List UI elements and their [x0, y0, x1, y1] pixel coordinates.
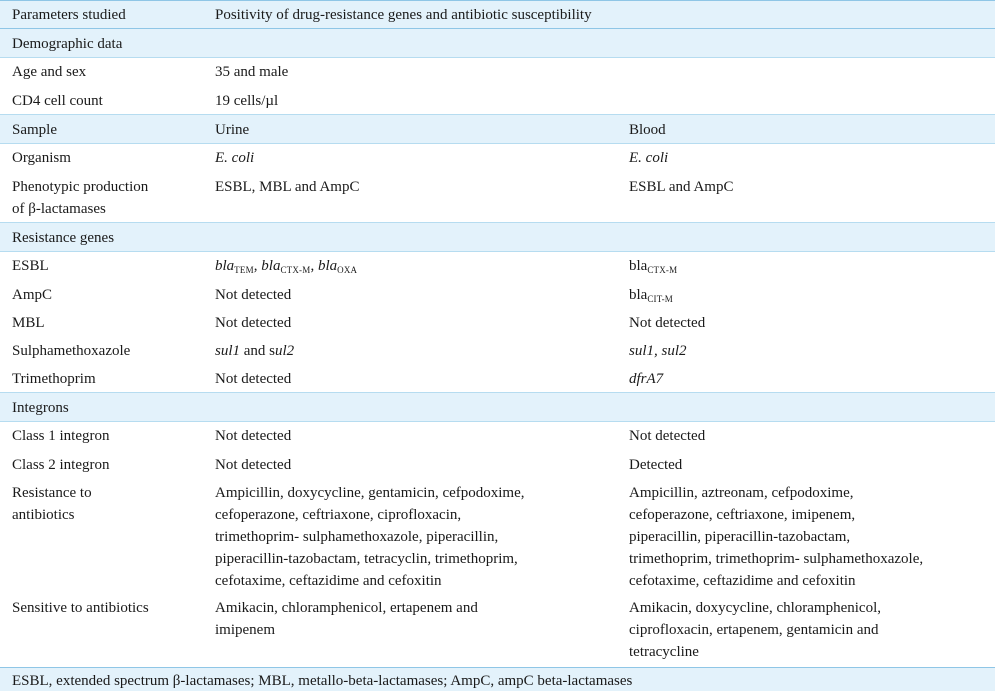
header-positivity: Positivity of drug-resistance genes and antibiotic susceptibility — [203, 1, 995, 29]
ampc-blood: bla$_{CIT-M}$ — [629, 286, 673, 304]
class2-label: Class 2 integron — [12, 456, 110, 473]
row-esbl — [0, 252, 995, 281]
row-age-sex — [0, 58, 995, 87]
sample-blood: Blood — [617, 115, 995, 144]
section-demographic — [0, 29, 995, 58]
row-trimethoprim — [0, 365, 995, 393]
row-cd4 — [0, 87, 995, 115]
section-integrons — [0, 393, 995, 422]
mbl-label: MBL — [12, 314, 45, 331]
section-demographic-label: Demographic data — [0, 29, 995, 58]
section-integrons-label: Integrons — [0, 393, 995, 422]
sulpha-label: Sulphamethoxazole — [12, 342, 131, 359]
ampc-label: AmpC — [12, 286, 53, 303]
esbl-blood: bla$_{CTX-M}$ — [629, 258, 678, 275]
esbl-urine: bla$_{TEM}$, bla$_{CTX-M}$, bla$_{OXA}$ — [215, 258, 358, 275]
age-sex-label: Age and sex — [12, 64, 87, 80]
cd4-value: 19 cells/µl — [215, 92, 279, 109]
trimeth-urine: Not detected — [215, 370, 292, 387]
sensitive-label: Sensitive to antibiotics — [12, 599, 149, 616]
class2-blood: Detected — [629, 456, 683, 473]
trimeth-label: Trimethoprim — [12, 370, 96, 387]
row-organism — [0, 144, 995, 173]
sensitive-urine: Amikacin, chloramphenicol, ertapenem and imipenem — [215, 599, 478, 638]
sensitive-blood: Amikacin, doxycycline, chloramphenicol, ciprofloxacin, ertapenem, gentamicin and tetracycline — [629, 599, 882, 660]
organism-label: Organism — [12, 150, 71, 166]
class2-urine: Not detected — [215, 456, 292, 473]
row-resistance — [0, 479, 995, 594]
resistance-blood: Ampicillin, aztreonam, cefpodoxime, cefoperazone, ceftriaxone, imipenem, piperacillin, piperacillin-tazobactam, trimethoprim, trimethoprim- sulphamethoxazole, cefotaxime, ceftazidime and cefoxitin — [629, 484, 924, 589]
row-class1-integron — [0, 422, 995, 451]
header-parameters: Parameters studied — [0, 1, 203, 29]
phenotypic-urine: ESBL, MBL and AmpC — [215, 178, 360, 195]
cd4-label: CD4 cell count — [12, 92, 103, 109]
row-sulphamethoxazole — [0, 337, 995, 365]
phenotypic-label: Phenotypic production of β-lactamases — [12, 178, 149, 217]
mbl-blood: Not detected — [629, 314, 706, 331]
organism-urine: E. coli — [215, 150, 255, 166]
sample-urine: Urine — [203, 115, 617, 144]
section-sample — [0, 115, 995, 144]
resistance-label: Resistance to antibiotics — [12, 484, 92, 523]
row-class2-integron — [0, 451, 995, 479]
row-mbl — [0, 309, 995, 337]
sulpha-blood: sul1, sul2 — [629, 342, 687, 359]
trimeth-blood: dfrA7 — [629, 370, 664, 387]
row-phenotypic — [0, 173, 995, 223]
class1-blood: Not detected — [629, 428, 706, 444]
mbl-urine: Not detected — [215, 314, 292, 331]
ampc-urine: Not detected — [215, 286, 292, 303]
sulpha-urine: sul1 and sul2 — [215, 342, 295, 359]
esbl-label: ESBL — [12, 258, 49, 274]
organism-blood: E. coli — [629, 150, 669, 166]
sample-label: Sample — [0, 115, 203, 144]
age-sex-value: 35 and male — [215, 64, 289, 80]
row-ampc — [0, 281, 995, 309]
phenotypic-blood: ESBL and AmpC — [629, 178, 734, 195]
table-header-row — [0, 1, 995, 29]
section-resistance-genes-label: Resistance genes — [0, 223, 995, 252]
class1-label: Class 1 integron — [12, 428, 110, 444]
class1-urine: Not detected — [215, 428, 292, 444]
table-footnote: ESBL, extended spectrum β-lactamases; MBL, metallo-beta-lactamases; AmpC, ampC beta-lactamases — [0, 667, 995, 691]
resistance-urine: Ampicillin, doxycycline, gentamicin, cefpodoxime, cefoperazone, ceftriaxone, ciprofloxacin, trimethoprim- sulphamethoxazole, piperacillin, piperacillin-tazobactam, tetracyclin, trimethoprim, cefotaxime, ceftazidime and cefoxitin — [215, 484, 525, 589]
row-sensitive — [0, 594, 995, 664]
section-resistance-genes — [0, 223, 995, 252]
